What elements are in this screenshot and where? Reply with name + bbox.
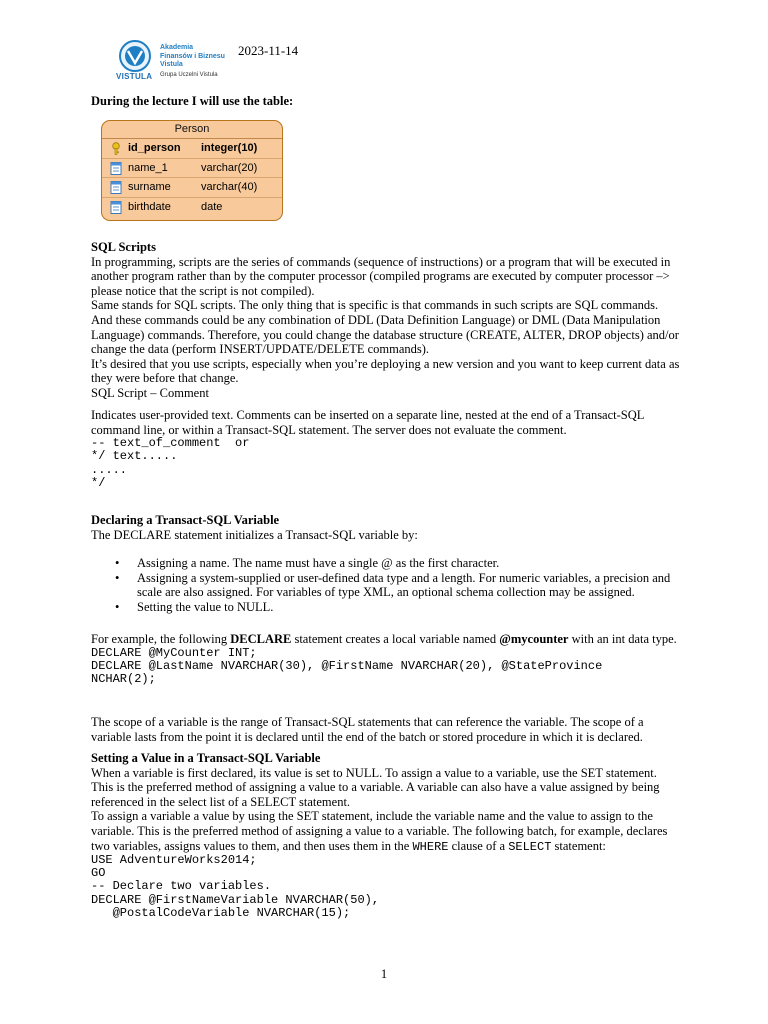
declare-example — [91, 632, 681, 686]
sql-scripts-section — [91, 240, 681, 401]
column-name: birthdate — [128, 200, 171, 213]
column-icon — [110, 201, 122, 214]
list-item: • Assigning a name. The name must have a single @ as the first character. — [91, 556, 681, 571]
person-table-diagram — [101, 120, 283, 221]
code-line: NCHAR(2); — [91, 672, 156, 687]
table-column-row — [102, 158, 282, 178]
paragraph: In programming, scripts are the series of commands (sequence of instructions) or a program that will be executed in another program rather than by the computer processor (compiled programs are executed by computer processor –> please notice that the script is not compiled). — [91, 254, 671, 298]
column-type: integer(10) — [201, 142, 258, 154]
column-type: varchar(40) — [201, 181, 258, 193]
code-line: ..... — [91, 462, 128, 477]
code-line: -- Declare two variables. — [91, 879, 272, 894]
logo-group-name: Grupa Uczelni Vistula — [160, 72, 218, 78]
paragraph: It’s desired that you use scripts, especially when you’re deploying a new version and you want to keep current data as they were before that change. — [91, 356, 680, 386]
column-icon — [110, 181, 122, 194]
list-item: • Setting the value to NULL. — [91, 600, 681, 615]
page-number: 1 — [380, 967, 388, 981]
column-icon — [110, 162, 122, 175]
code-line: DECLARE @LastName NVARCHAR(30), @FirstName NVARCHAR(20), @StateProvince — [91, 658, 603, 673]
column-name: name_1 — [128, 161, 168, 174]
section-heading: Declaring a Transact-SQL Variable — [91, 513, 280, 527]
table-column-row — [102, 197, 282, 217]
column-type: varchar(20) — [201, 161, 258, 174]
bullet-list — [91, 556, 681, 614]
key-icon — [110, 142, 122, 155]
university-logo — [114, 40, 224, 82]
document-date: 2023-11-14 — [238, 43, 299, 58]
section-heading: SQL Scripts — [91, 240, 156, 254]
table-column-row — [102, 177, 282, 197]
list-item: • Assigning a system-supplied or user-defined data type and a length. For numeric variables, a precision and scale are also assigned. For variables of type XML, an optional schema collection may be assigned. — [91, 571, 681, 600]
paragraph: The DECLARE statement initializes a Transact-SQL variable by: — [91, 527, 418, 542]
code-line: -- text_of_comment or — [91, 436, 250, 451]
column-type: date — [201, 200, 223, 213]
subheading: SQL Script – Comment — [91, 385, 209, 400]
paragraph: Same stands for SQL scripts. The only thing that is specific is that commands in such scripts are SQL commands. And these commands could be any combination of DDL (Data Definition Language) or DML (Data Manipulation Language) commands. Therefore, you could change the database structure (CREATE, ALTER, DROP objects) and/or change the data (perform INSERT/UPDATE/DELETE commands). — [91, 298, 679, 357]
paragraph: To assign a variable a value by using the SET statement, include the variable name and the value to assign to the variable. This is the preferred method of assigning a value to a variable. The following batch, for example, declares two variables, assigns values to them, and then uses them in the WHERE clause of a SELECT statement: — [91, 809, 668, 854]
table-title: Person — [174, 123, 210, 135]
logo-emblem-icon — [114, 40, 158, 74]
table-column-row — [102, 138, 282, 158]
code-line: GO — [91, 866, 106, 881]
code-line: DECLARE @MyCounter INT; — [91, 645, 257, 660]
code-line: */ text..... — [91, 449, 178, 464]
paragraph: Indicates user-provided text. Comments can be inserted on a separate line, nested at the end of a Transact-SQL command line, or within a Transact-SQL statement. The server does not evaluate the comment. — [91, 408, 644, 437]
comment-section — [91, 408, 681, 490]
code-line: USE AdventureWorks2014; — [91, 852, 257, 867]
logo-institution-name: Akademia Finansów i Biznesu Vistula — [160, 44, 225, 68]
logo-wordmark: VISTULA — [116, 72, 153, 81]
column-name: surname — [128, 181, 171, 193]
code-line: */ — [91, 476, 106, 491]
section-heading: Setting a Value in a Transact-SQL Variable — [91, 751, 321, 765]
paragraph: The scope of a variable is the range of Transact-SQL statements that can reference the variable. The scope of a variable lasts from the point it is declared until the end of the batch or stored procedure in which it is declared. — [91, 715, 644, 744]
scope-paragraph — [91, 715, 681, 744]
column-name: id_person — [128, 142, 181, 154]
setting-section — [91, 751, 681, 920]
code-line: DECLARE @FirstNameVariable NVARCHAR(50), — [91, 892, 380, 907]
paragraph: For example, the following DECLARE statement creates a local variable named @mycounter with an int data type. — [91, 632, 677, 646]
declare-section — [91, 513, 681, 615]
code-line: @PostalCodeVariable NVARCHAR(15); — [91, 906, 351, 921]
intro-text: During the lecture I will use the table: — [91, 94, 294, 108]
paragraph: When a variable is first declared, its value is set to NULL. To assign a value to a variable, use the SET statement. This is the preferred method of assigning a value to a variable. A variable can also have a value assigned by being referenced in the select list of a SELECT statement. — [91, 765, 660, 809]
